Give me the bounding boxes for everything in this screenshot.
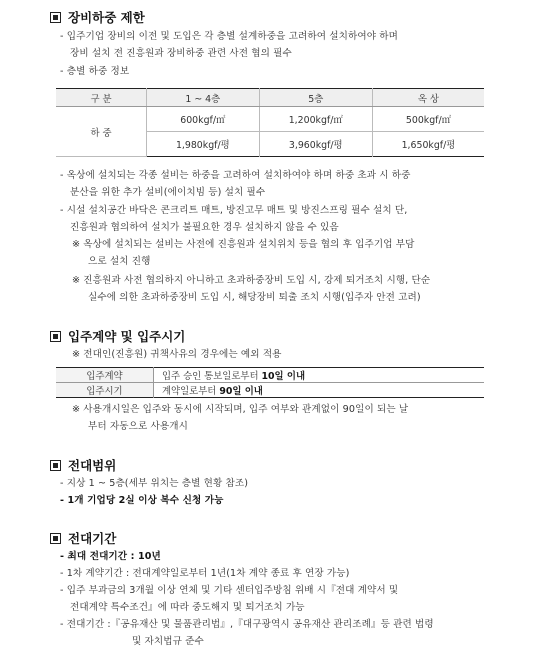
section-title-period: 전대기간 xyxy=(50,529,116,547)
table-cell: 1,200kgf/㎡ xyxy=(259,107,372,132)
scope-line-2: - 1개 기업당 2실 이상 복수 신청 가능 xyxy=(60,495,224,506)
contract-after-note-line-2: 부터 자동으로 사용개시 xyxy=(88,421,188,432)
square-bullet-icon xyxy=(50,12,61,23)
square-bullet-icon xyxy=(50,533,61,544)
table-header-cell: 1 ~ 4층 xyxy=(147,89,260,107)
table-row-label: 입주시기 xyxy=(56,383,154,398)
table-cell: 1,650kgf/평 xyxy=(372,132,484,157)
scope-line-1: - 지상 1 ~ 5층(세부 위치는 층별 현황 참조) xyxy=(60,478,249,489)
equipment-note-2-line-1: ※ 진흥원과 사전 협의하지 아니하고 초과하중장비 도입 시, 강제 퇴거조치 시행, 단순 xyxy=(72,275,431,286)
equipment-after-line-1: - 옥상에 설치되는 각종 설비는 하중을 고려하여 설치하여야 하며 하중 초과 시 하중 xyxy=(60,170,411,181)
equipment-line-3: - 층별 하중 정보 xyxy=(60,66,130,77)
period-line-3: - 입주 부과금의 3개월 이상 연체 및 기타 센터입주방침 위배 시『전대 계약서 및 xyxy=(60,585,399,596)
period-line-4: 전대계약 특수조건』에 따라 중도해지 및 퇴거조치 가능 xyxy=(70,602,305,613)
table-row xyxy=(56,368,484,383)
table-header-cell: 5층 xyxy=(259,89,372,107)
equipment-line-2: 장비 설치 전 진흥원과 장비하중 관련 사전 협의 필수 xyxy=(70,48,292,59)
contract-table xyxy=(56,367,484,398)
equipment-after-line-2: 분산을 위한 추가 설비(에이치빔 등) 설치 필수 xyxy=(70,187,266,198)
period-line-5: - 전대기간 :『공유재산 및 물품관리법』,『대구광역시 공유재산 관리조례』등 관련 법령 xyxy=(60,619,434,630)
equipment-note-2-line-2: 실수에 의한 초과하중장비 도입 시, 해당장비 퇴출 조치 시행(입주자 안전 고려) xyxy=(88,292,421,303)
table-row xyxy=(56,107,484,132)
table-header-cell: 구 분 xyxy=(56,89,147,107)
table-row-label: 입주계약 xyxy=(56,368,154,383)
load-table xyxy=(56,88,484,157)
section-title-scope: 전대범위 xyxy=(50,456,116,474)
table-cell: 1,980kgf/평 xyxy=(147,132,260,157)
equipment-note-1-line-1: ※ 옥상에 설치되는 설비는 사전에 진흥원과 설치위치 등을 협의 후 입주기업 부담 xyxy=(72,239,415,250)
contract-after-note-line-1: ※ 사용개시일은 입주와 동시에 시작되며, 입주 여부와 관계없이 90일이 되는 날 xyxy=(72,404,409,415)
section-title-equipment: 장비하중 제한 xyxy=(50,8,145,26)
equipment-note-1-line-2: 으로 설치 진행 xyxy=(88,256,151,267)
table-row xyxy=(56,383,484,398)
table-row-label: 하 중 xyxy=(56,107,147,157)
equipment-after-line-3: - 시설 설치공간 바닥은 콘크리트 매트, 방진고무 매트 및 방진스프링 필수 설치 단, xyxy=(60,205,408,216)
square-bullet-icon xyxy=(50,331,61,342)
section-title-contract: 입주계약 및 입주시기 xyxy=(50,327,185,345)
period-line-1: - 최대 전대기간 : 10년 xyxy=(60,551,161,562)
table-header-cell: 옥 상 xyxy=(372,89,484,107)
equipment-after-line-4: 진흥원과 협의하여 설치가 불필요한 경우 설치하지 않을 수 있음 xyxy=(70,222,339,233)
table-cell: 600kgf/㎡ xyxy=(147,107,260,132)
contract-note: ※ 전대인(진흥원) 귀책사유의 경우에는 예외 적용 xyxy=(72,349,282,360)
load-table-header xyxy=(56,89,484,107)
table-cell: 입주 승인 통보일로부터 10일 이내 xyxy=(154,368,485,383)
period-line-2: - 1차 계약기간 : 전대계약일로부터 1년(1차 계약 종료 후 연장 가능) xyxy=(60,568,350,579)
period-line-6: 및 자치법규 준수 xyxy=(132,636,204,647)
equipment-line-1: - 입주기업 장비의 이전 및 도입은 각 층별 설계하중을 고려하여 설치하여야 하며 xyxy=(60,31,398,42)
square-bullet-icon xyxy=(50,460,61,471)
table-cell: 계약일로부터 90일 이내 xyxy=(162,386,263,397)
table-cell: 3,960kgf/평 xyxy=(259,132,372,157)
table-cell: 500kgf/㎡ xyxy=(372,107,484,132)
